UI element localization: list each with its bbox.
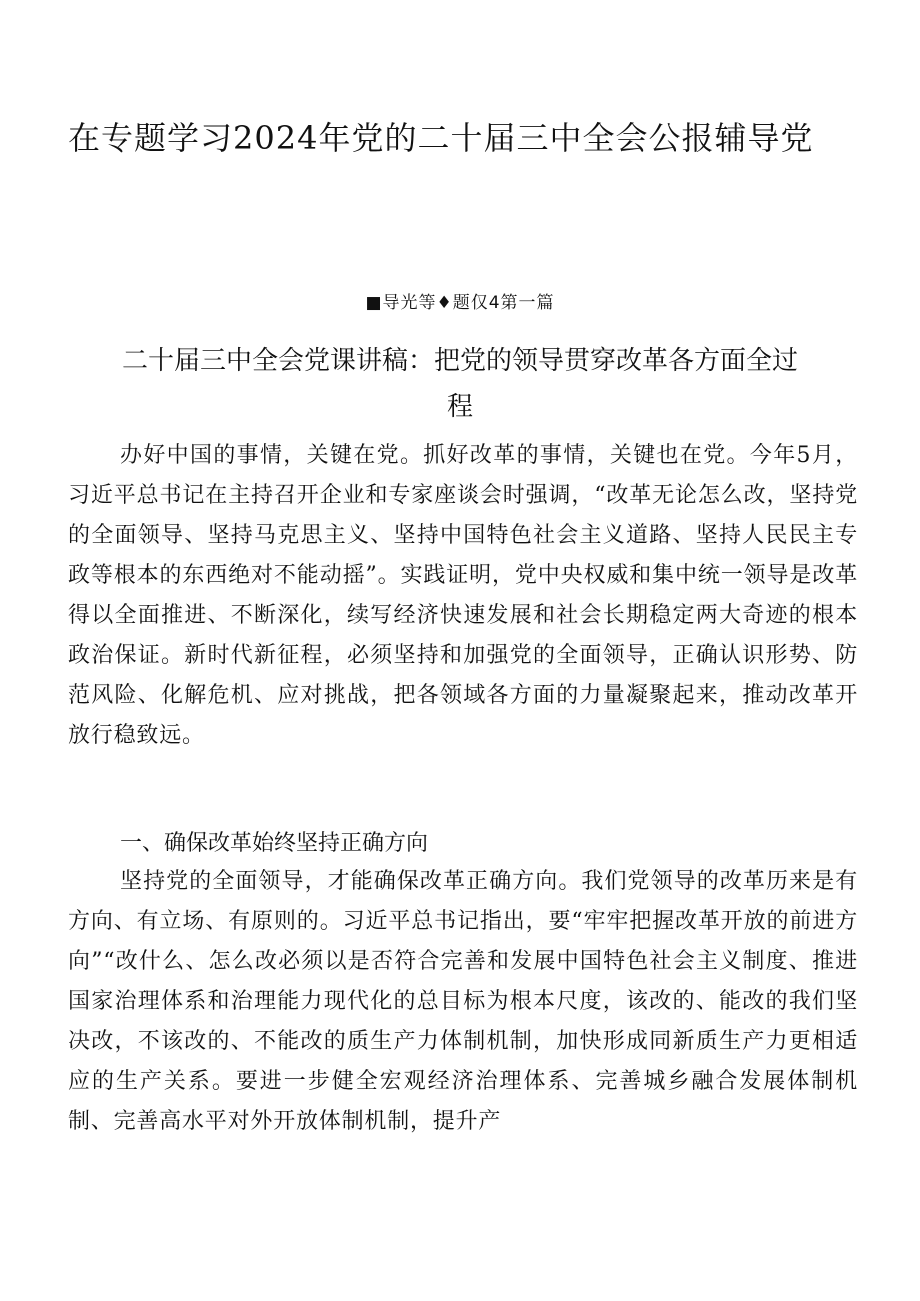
section-heading: 一、确保改革始终坚持正确方向 (120, 831, 429, 856)
intro-paragraph: 办好中国的事情，关键在党。抓好改革的事情，关键也在党。今年5月，习近平总书记在主持召开企业和专家座谈会时强调，“改革无论怎么改，坚持党的全面领导、坚持马克思主义、坚持中国特色社会主义道路、坚持人民民主专政等根本的东西绝对不能动摇”。实践证明，党中央权威和集中统一领导是改革得以全面推进、不断深化，续写经济快速发展和社会长期稳定两大奇迹的根本政治保证。新时代新征程，必须坚持和加强党的全面领导，正确认识形势、防范风险、化解危机、应对挑战，把各领域各方面的力量凝聚起来，推动改革开放行稳致远。 (68, 443, 858, 748)
document-title: 在专题学习2024年党的二十届三中全会公报辅导党 (68, 119, 814, 157)
article-title: 二十届三中全会党课讲稿：把党的领导贯穿改革各方面全过程 (121, 346, 798, 422)
section-marker: ■导光等♦题仅4第一篇 (365, 293, 555, 313)
section-paragraph: 坚持党的全面领导，才能确保改革正确方向。我们党领导的改革历来是有方向、有立场、有原则的。习近平总书记指出，要“牢牢把握改革开放的前进方向”“改什么、怎么改必须以是否符合完善和发展中国特色社会主义制度、推进国家治理体系和治理能力现代化的总目标为根本尺度，该改的、能改的我们坚决改，不该改的、不能改的质生产力体制机制，加快形成同新质生产力更相适应的生产关系。要进一步健全宏观经济治理体系、完善城乡融合发展体制机制、完善高水平对外开放体制机制，提升产 (68, 869, 858, 1134)
